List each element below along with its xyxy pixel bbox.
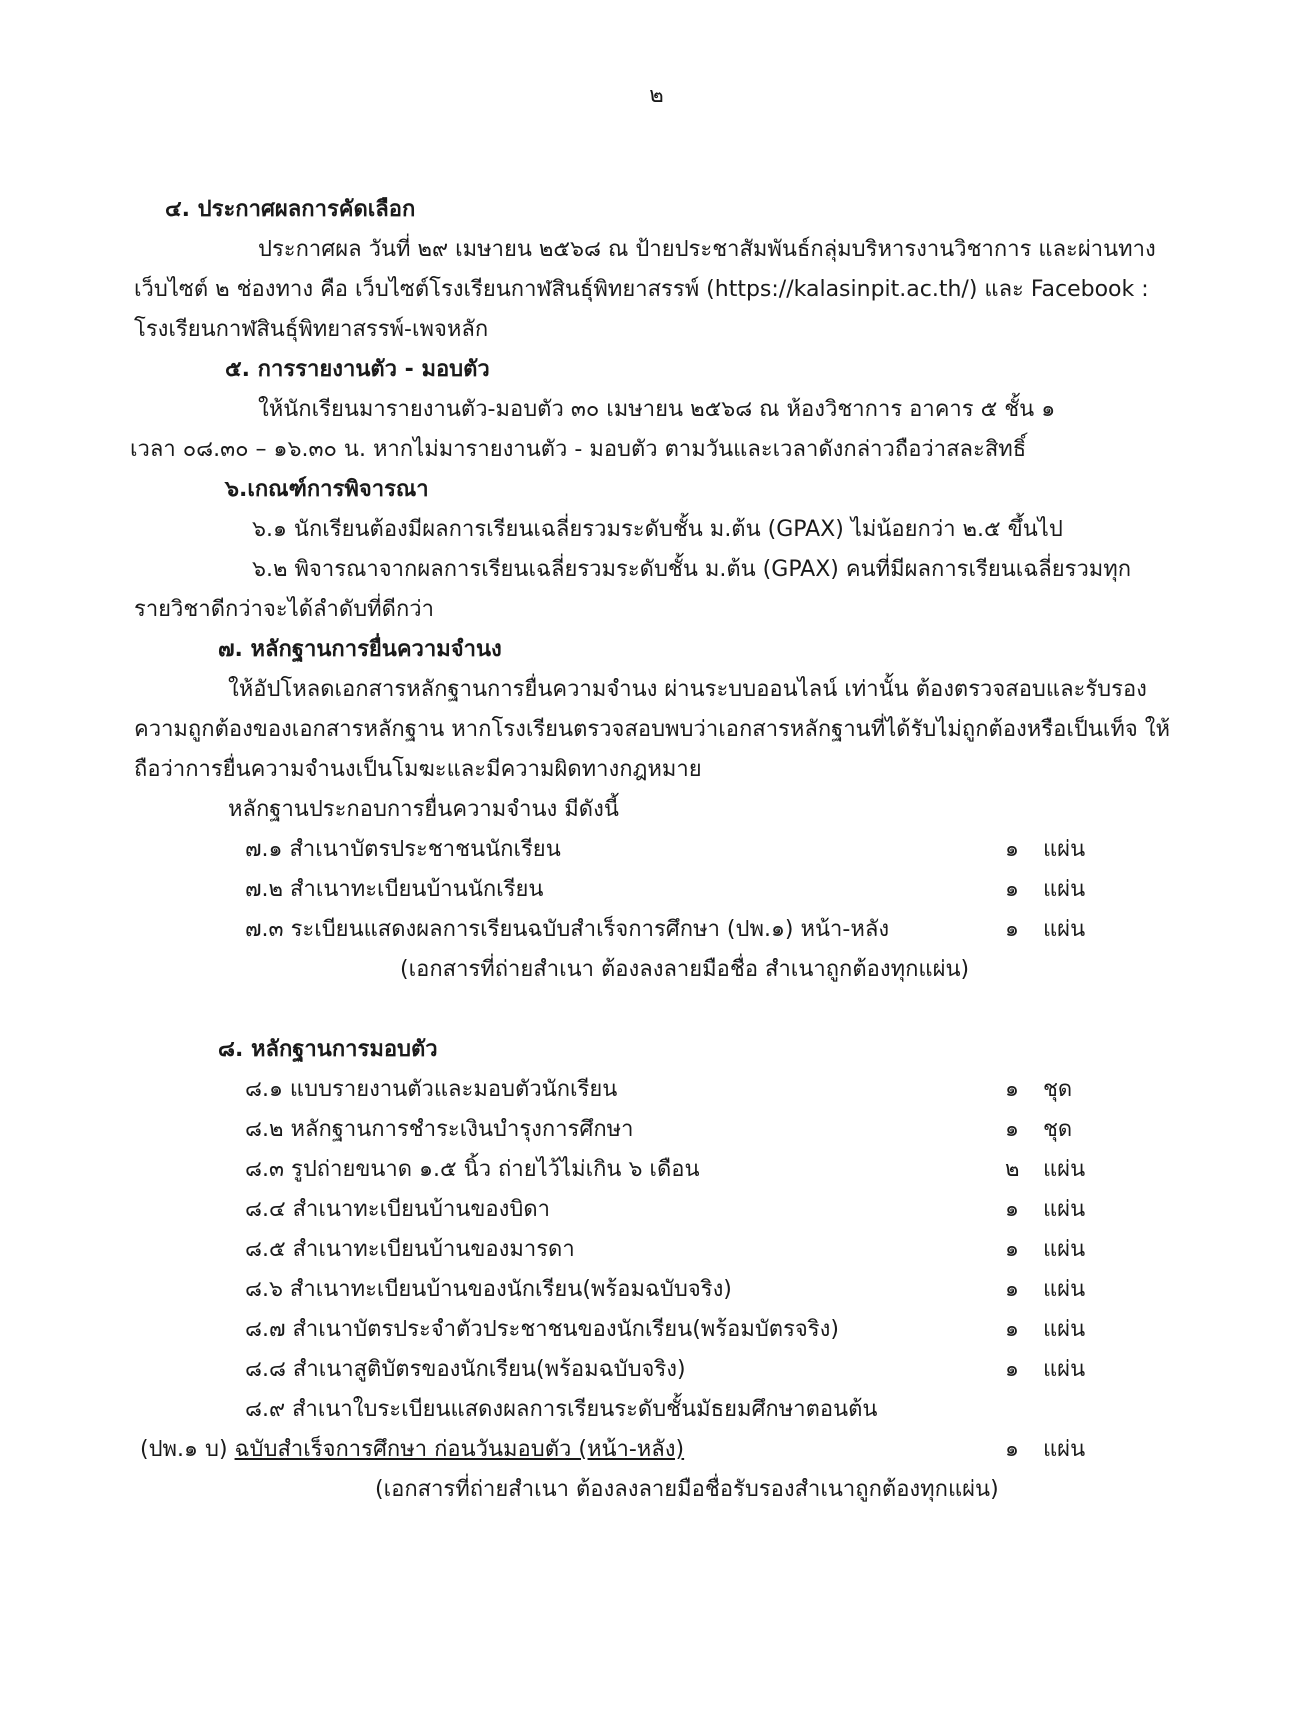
item-count: ๑ [1005,917,1019,942]
item-count: ๒ [1005,1157,1020,1182]
item-count: ๑ [1005,1117,1019,1142]
item-count: ๑ [1005,1357,1019,1382]
section-4-line-3: โรงเรียนกาฬสินธุ์พิทยาสรรพ์-เพจหลัก [134,317,489,342]
section-6-item-2: ๖.๒ พิจารณาจากผลการเรียนเฉลี่ยรวมระดับชั้น ม.ต้น (GPAX) คนที่มีผลการเรียนเฉลี่ยรวมทุก [252,557,1132,582]
item-count: ๑ [1005,1237,1019,1262]
item-unit: แผ่น [1043,917,1086,942]
item-unit: แผ่น [1043,1437,1086,1462]
section-6-heading: ๖.เกณฑ์การพิจารณา [225,477,429,502]
section-5-line-2: เวลา ๐๘.๓๐ – ๑๖.๓๐ น. หากไม่มารายงานตัว - มอบตัว ตามวันและเวลาดังกล่าวถือว่าสละสิทธิ์ [130,437,1027,462]
section-7-heading: ๗. หลักฐานการยื่นความจำนง [218,637,502,662]
page-number: ๒ [649,83,664,108]
item-unit: ชุด [1043,1117,1073,1142]
item-unit: แผ่น [1043,1157,1086,1182]
item-unit: แผ่น [1043,877,1086,902]
section-7-line-1: ให้อัปโหลดเอกสารหลักฐานการยื่นความจำนง ผ่านระบบออนไลน์ เท่านั้น ต้องตรวจสอบและรับรอง [228,677,1147,702]
section-7-intro: หลักฐานประกอบการยื่นความจำนง มีดังนี้ [228,797,619,822]
list-item: ๘.๖ สำเนาทะเบียนบ้านของนักเรียน(พร้อมฉบับจริง) [245,1277,732,1302]
item-unit: ชุด [1043,1077,1073,1102]
item-count: ๑ [1005,1437,1019,1462]
item-count: ๑ [1005,1197,1019,1222]
section-8-heading: ๘. หลักฐานการมอบตัว [218,1037,438,1062]
list-item: ๗.๓ ระเบียนแสดงผลการเรียนฉบับสำเร็จการศึกษา (ปพ.๑) หน้า-หลัง [245,917,890,942]
section-6-item-1: ๖.๑ นักเรียนต้องมีผลการเรียนเฉลี่ยรวมระดับชั้น ม.ต้น (GPAX) ไม่น้อยกว่า ๒.๕ ขึ้นไป [252,517,1063,542]
item-unit: แผ่น [1043,1237,1086,1262]
section-7-line-3: ถือว่าการยื่นความจำนงเป็นโมฆะและมีความผิดทางกฎหมาย [134,757,702,782]
section-7-line-2: ความถูกต้องของเอกสารหลักฐาน หากโรงเรียนตรวจสอบพบว่าเอกสารหลักฐานที่ได้รับไม่ถูกต้องหรือเป็นเท็จ ให้ [134,717,1170,742]
list-item: ๘.๑ แบบรายงานตัวและมอบตัวนักเรียน [245,1077,618,1102]
list-item: ๗.๑ สำเนาบัตรประชาชนนักเรียน [245,837,561,862]
item-count: ๑ [1005,877,1019,902]
item-count: ๑ [1005,1317,1019,1342]
list-item: ๘.๔ สำเนาทะเบียนบ้านของบิดา [245,1197,550,1222]
list-item: ๘.๒ หลักฐานการชำระเงินบำรุงการศึกษา [245,1117,634,1142]
item-unit: แผ่น [1043,1277,1086,1302]
item-unit: แผ่น [1043,1197,1086,1222]
section-4-line-2: เว็บไซต์ ๒ ช่องทาง คือ เว็บไซต์โรงเรียนกาฬสินธุ์พิทยาสรรพ์ (https://kalasinpit.ac.th/) และ Facebook : [134,277,1149,302]
list-item-continued [140,1434,684,1466]
item-unit: แผ่น [1043,1317,1086,1342]
section-4-line-1: ประกาศผล วันที่ ๒๙ เมษายน ๒๕๖๘ ณ ป้ายประชาสัมพันธ์กลุ่มบริหารงานวิชาการ และผ่านทาง [258,237,1156,262]
list-item: ๘.๕ สำเนาทะเบียนบ้านของมารดา [245,1237,575,1262]
section-5-line-1: ให้นักเรียนมารายงานตัว-มอบตัว ๓๐ เมษายน ๒๕๖๘ ณ ห้องวิชาการ อาคาร ๕ ชั้น ๑ [258,397,1056,422]
section-5-heading: ๕. การรายงานตัว - มอบตัว [225,357,490,382]
item9-underlined-text: ฉบับสำเร็จการศึกษา ก่อนวันมอบตัว (หน้า-หลัง) [234,1437,685,1462]
section-6-item-2-cont: รายวิชาดีกว่าจะได้ลำดับที่ดีกว่า [134,597,434,622]
item9-prefix: (ปพ.๑ บ) [140,1437,235,1462]
section-7-note: (เอกสารที่ถ่ายสำเนา ต้องลงลายมือชื่อ สำเนาถูกต้องทุกแผ่น) [400,957,970,982]
list-item: ๘.๓ รูปถ่ายขนาด ๑.๕ นิ้ว ถ่ายไว้ไม่เกิน ๖ เดือน [245,1157,700,1182]
item-count: ๑ [1005,837,1019,862]
list-item: ๗.๒ สำเนาทะเบียนบ้านนักเรียน [245,877,544,902]
item-count: ๑ [1005,1077,1019,1102]
list-item: ๘.๘ สำเนาสูติบัตรของนักเรียน(พร้อมฉบับจริง) [245,1357,686,1382]
section-4-heading: ๔. ประกาศผลการคัดเลือก [165,197,416,222]
item-count: ๑ [1005,1277,1019,1302]
list-item: ๘.๙ สำเนาใบระเบียนแสดงผลการเรียนระดับชั้นมัธยมศึกษาตอนต้น [245,1397,878,1422]
section-8-note: (เอกสารที่ถ่ายสำเนา ต้องลงลายมือชื่อรับรองสำเนาถูกต้องทุกแผ่น) [375,1477,999,1502]
list-item: ๘.๗ สำเนาบัตรประจำตัวประชาชนของนักเรียน(พร้อมบัตรจริง) [245,1317,839,1342]
item-unit: แผ่น [1043,837,1086,862]
item-unit: แผ่น [1043,1357,1086,1382]
